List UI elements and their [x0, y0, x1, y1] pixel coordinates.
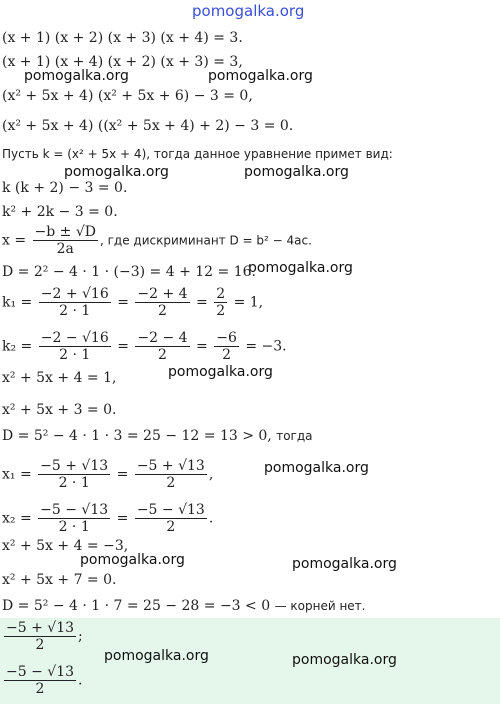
- formula-left: x =: [2, 232, 27, 249]
- equation-line: (x² + 5x + 4) (x² + 5x + 6) − 3 = 0,: [2, 88, 253, 104]
- denominator: 2: [35, 637, 45, 653]
- fraction: [135, 458, 207, 491]
- watermark: pomogalka.org: [24, 68, 129, 84]
- fraction: [214, 286, 227, 319]
- denominator: 2: [216, 303, 226, 319]
- answer-end: .: [78, 672, 83, 689]
- k2-label: k₂ =: [2, 338, 33, 355]
- root-formula: [2, 224, 312, 257]
- fraction: [214, 330, 239, 363]
- discriminant-line: D = 2² − 4 · 1 · (−3) = 4 + 12 = 16.: [2, 264, 256, 280]
- formula-text: , где дискриминант D = b² − 4ac.: [100, 233, 312, 248]
- substitution-text: Пусть k = (x² + 5x + 4), тогда данное уравнение примет вид:: [2, 147, 393, 161]
- denominator: 2: [222, 347, 231, 363]
- watermark: pomogalka.org: [292, 556, 397, 572]
- numerator: −5 + √13: [6, 620, 75, 636]
- denominator: 2 · 1: [58, 519, 90, 535]
- discriminant-expr: D = 5² − 4 · 1 · 7 = 25 − 28 = −3 < 0: [2, 598, 271, 614]
- denominator: 2 · 1: [59, 347, 91, 363]
- equation-line: (x² + 5x + 4) ((x² + 5x + 4) + 2) − 3 = 0.: [2, 118, 294, 134]
- fraction: [135, 330, 189, 363]
- answer-1: [2, 620, 83, 653]
- numerator: −5 + √13: [40, 458, 109, 474]
- k2-result: = −3.: [245, 338, 287, 355]
- k1-line: k₁ = $\frac{-2 + √16}{2 \cdot 1}$ = $\frac{-2 + 4}{2}$ = $\frac{2}{2}$ = 1,: [2, 286, 264, 319]
- no-roots-text: — корней нет.: [274, 599, 366, 613]
- equation-line: x² + 5x + 4 = 1,: [2, 370, 117, 386]
- equation-line: x² + 5x + 4 = −3,: [2, 538, 129, 554]
- watermark: pomogalka.org: [104, 648, 209, 664]
- equation-line: k² + 2k − 3 = 0.: [2, 204, 118, 220]
- numerator: −5 − √13: [136, 502, 205, 518]
- x2-label: x₂ =: [2, 510, 32, 527]
- fraction: [38, 502, 110, 535]
- watermark: pomogalka.org: [208, 68, 313, 84]
- numerator: 2: [216, 286, 226, 302]
- fraction: [33, 224, 98, 257]
- x1-end: ,: [208, 466, 214, 483]
- equation-line: k (k + 2) − 3 = 0.: [2, 180, 128, 196]
- fraction: [4, 664, 76, 697]
- watermark: pomogalka.org: [64, 164, 169, 180]
- discriminant-expr: D = 5² − 4 · 1 · 3 = 25 − 12 = 13 > 0,: [2, 428, 272, 444]
- denominator: 2a: [56, 241, 74, 257]
- equation-line: x² + 5x + 7 = 0.: [2, 572, 117, 588]
- numerator: −2 − 4: [137, 330, 188, 346]
- fraction: [135, 286, 189, 319]
- watermark: pomogalka.org: [244, 164, 349, 180]
- x1-label: x₁ =: [2, 466, 32, 483]
- discriminant-line: [2, 428, 313, 444]
- x2-line: x₂ = $\frac{-5 - √13}{2 \cdot 1}$ = $\frac{-5 - √13}{2}$ .: [2, 502, 214, 535]
- denominator: 2 · 1: [59, 303, 91, 319]
- equation-line: (x + 1) (x + 4) (x + 2) (x + 3) = 3,: [2, 54, 243, 70]
- fraction: [135, 502, 207, 535]
- numerator: −2 − √16: [40, 330, 109, 346]
- denominator: 2: [158, 303, 167, 319]
- answer-sep: ;: [78, 628, 83, 645]
- equation-line: (x + 1) (x + 2) (x + 3) (x + 4) = 3.: [2, 30, 243, 46]
- denominator: 2: [158, 347, 167, 363]
- denominator: 2: [35, 681, 45, 697]
- numerator: −5 + √13: [136, 458, 205, 474]
- x2-end: .: [208, 510, 214, 527]
- numerator: −2 + √16: [40, 286, 109, 302]
- fraction: [39, 286, 111, 319]
- x1-line: x₁ = $\frac{-5 + √13}{2 \cdot 1}$ = $\frac{-5 + √13}{2}$ ,: [2, 458, 214, 491]
- k1-label: k₁ =: [2, 294, 33, 311]
- watermark: pomogalka.org: [292, 652, 397, 668]
- equation-line: x² + 5x + 3 = 0.: [2, 402, 117, 418]
- discriminant-line: [2, 598, 366, 614]
- fraction: [4, 620, 76, 653]
- denominator: 2 · 1: [58, 475, 90, 491]
- discriminant-text: тогда: [276, 429, 313, 443]
- fraction: [39, 330, 111, 363]
- watermark-top: pomogalka.org: [192, 2, 305, 20]
- denominator: 2: [166, 519, 176, 535]
- numerator: −6: [216, 330, 237, 346]
- watermark: pomogalka.org: [80, 552, 185, 568]
- numerator: −2 + 4: [137, 286, 188, 302]
- numerator: −b ± √D: [34, 224, 96, 240]
- k2-line: k₂ = $\frac{-2 - √16}{2 \cdot 1}$ = $\frac{-2 - 4}{2}$ = $\frac{-6}{2}$ = −3.: [2, 330, 287, 363]
- numerator: −5 − √13: [40, 502, 109, 518]
- k1-result: = 1,: [233, 294, 264, 311]
- numerator: −5 − √13: [6, 664, 75, 680]
- fraction: [38, 458, 110, 491]
- watermark: pomogalka.org: [248, 260, 353, 276]
- answer-2: [2, 664, 82, 697]
- watermark: pomogalka.org: [168, 364, 273, 380]
- denominator: 2: [166, 475, 176, 491]
- watermark: pomogalka.org: [264, 460, 369, 476]
